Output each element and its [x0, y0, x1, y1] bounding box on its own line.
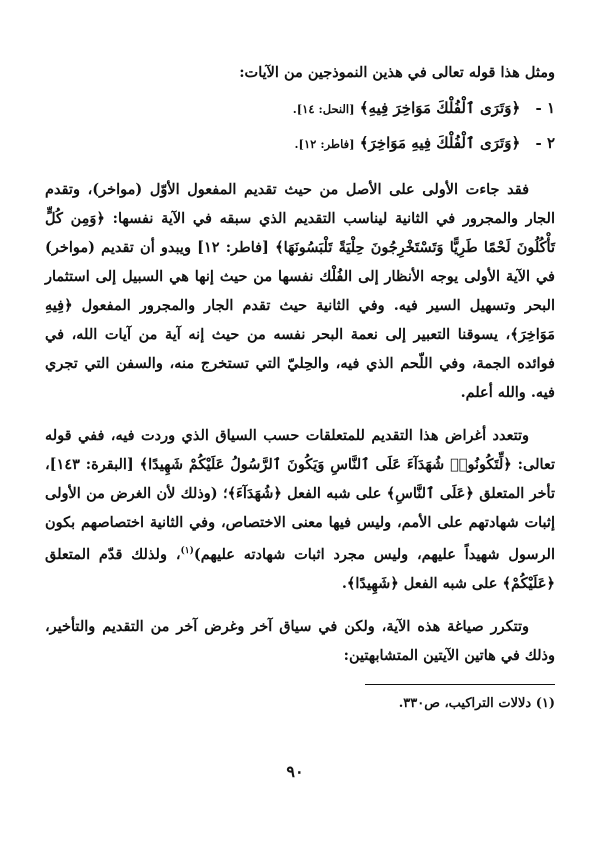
quran-quote: ﴿شُهَدَآءَ﴾	[227, 485, 282, 502]
footnote-marker[interactable]: (١)	[180, 546, 194, 556]
page-body	[45, 58, 555, 715]
verse-number: ١ -	[535, 99, 555, 117]
text-run: [البقرة: ١٤٣]، تأخر المتعلق	[45, 456, 556, 502]
footnote-divider	[365, 684, 555, 685]
quran-quote: ﴿عَلَى ٱلنَّاسِ﴾	[386, 485, 474, 502]
paragraph-2	[45, 421, 555, 598]
quran-quote: ﴿وَمِن كُلٍّ تَأْكُلُونَ لَحْمًا طَرِيًّا وَتَسْتَخْرِجُونَ حِلْيَةً تَلْبَسُونَهَا﴾	[45, 210, 555, 256]
verse-reference: [النحل: ١٤].	[292, 102, 355, 116]
text-run: .	[341, 574, 347, 592]
text-run: فقد جاءت الأولى على الأصل من حيث تقديم المفعول الأوّل (مواخر)، وتقدم الجار والمجرور في الثانية ليناسب التقديم الذي سبقه في الآية نفسها:	[45, 181, 555, 227]
paragraph-3: وتتكرر صياغة هذه الآية، ولكن في سياق آخر وغرض آخر من التقديم والتأخير، وذلك في هاتين الآيتين المتشابهتين:	[45, 617, 555, 664]
quran-quote: ﴿فِيهِ مَوَاخِرَ﴾	[45, 297, 555, 343]
text-run: نفسها من حيث إنها هي السبيل إلى استثمار البحر وتسهيل السير فيه. وفي الثانية حيث تقدم الجار والمجرور المفعول	[45, 268, 555, 314]
page-number: ٩٠	[286, 762, 304, 781]
verse-line-2	[45, 126, 555, 161]
footnote: (١) دلالات التراكيب، ص٣٣٠.	[398, 695, 555, 711]
intro-line: ومثل هذا قوله تعالى في هذين النموذجين من الآيات:	[239, 64, 555, 81]
verse-reference: [فاطر: ١٢].	[294, 137, 355, 151]
quran-quote: ﴿لِّتَكُونُوا۟ شُهَدَآءَ عَلَى ٱلنَّاسِ وَيَكُونَ ٱلرَّسُولُ عَلَيْكُمْ شَهِيدًا﴾	[139, 456, 512, 473]
quran-word: الفُلْك	[319, 268, 353, 285]
verse-number: ٢ -	[535, 134, 555, 152]
quran-quote: ﴿شَهِيدًا﴾	[346, 574, 399, 592]
text-run: ؛ (وذلك لأن الغرض من الأولى إثبات شهادتهم على الأمم، وليس فيها معنى الاختصاص، وفي الثانية اختصاصهم بكون الرسول شهيداً عليهم، وليس مجرد اثبات شهادته عليهم)	[45, 485, 556, 563]
text-run: ، ولذلك قدّم المتعلق	[45, 545, 181, 563]
verse-text: ﴿وَتَرَى ٱلْفُلْكَ فِيهِ مَوَاخِرَ﴾	[359, 134, 521, 152]
verse-text: ﴿وَتَرَى ٱلْفُلْكَ مَوَاخِرَ فِيهِ﴾	[359, 99, 521, 117]
paragraph-1	[45, 175, 555, 407]
text-run: وتتعدد أغراض هذا التقديم للمتعلقات حسب السياق الذي وردت فيه، ففي قوله تعالى:	[45, 427, 555, 473]
text-run: [فاطر: ١٢] ويبدو أن تقديم (مواخر) في الآية الأولى يوجه الأنظار إلى	[45, 239, 555, 285]
text-run: على شبه الفعل	[281, 485, 387, 502]
quran-quote: ﴿عَلَيْكُمْ﴾	[502, 574, 555, 592]
text-run: على شبه الفعل	[398, 574, 503, 592]
text-run: ، يسوقنا التعبير إلى نعمة البحر نفسه من حيث إنه آية من آيات الله، في فوائده الجمة، وفي اللّحم الذي فيه، والحِليّ التي تستخرج منه، والسفن التي تجري فيه. والله أعلم.	[45, 326, 555, 401]
verse-line-1	[45, 91, 555, 126]
